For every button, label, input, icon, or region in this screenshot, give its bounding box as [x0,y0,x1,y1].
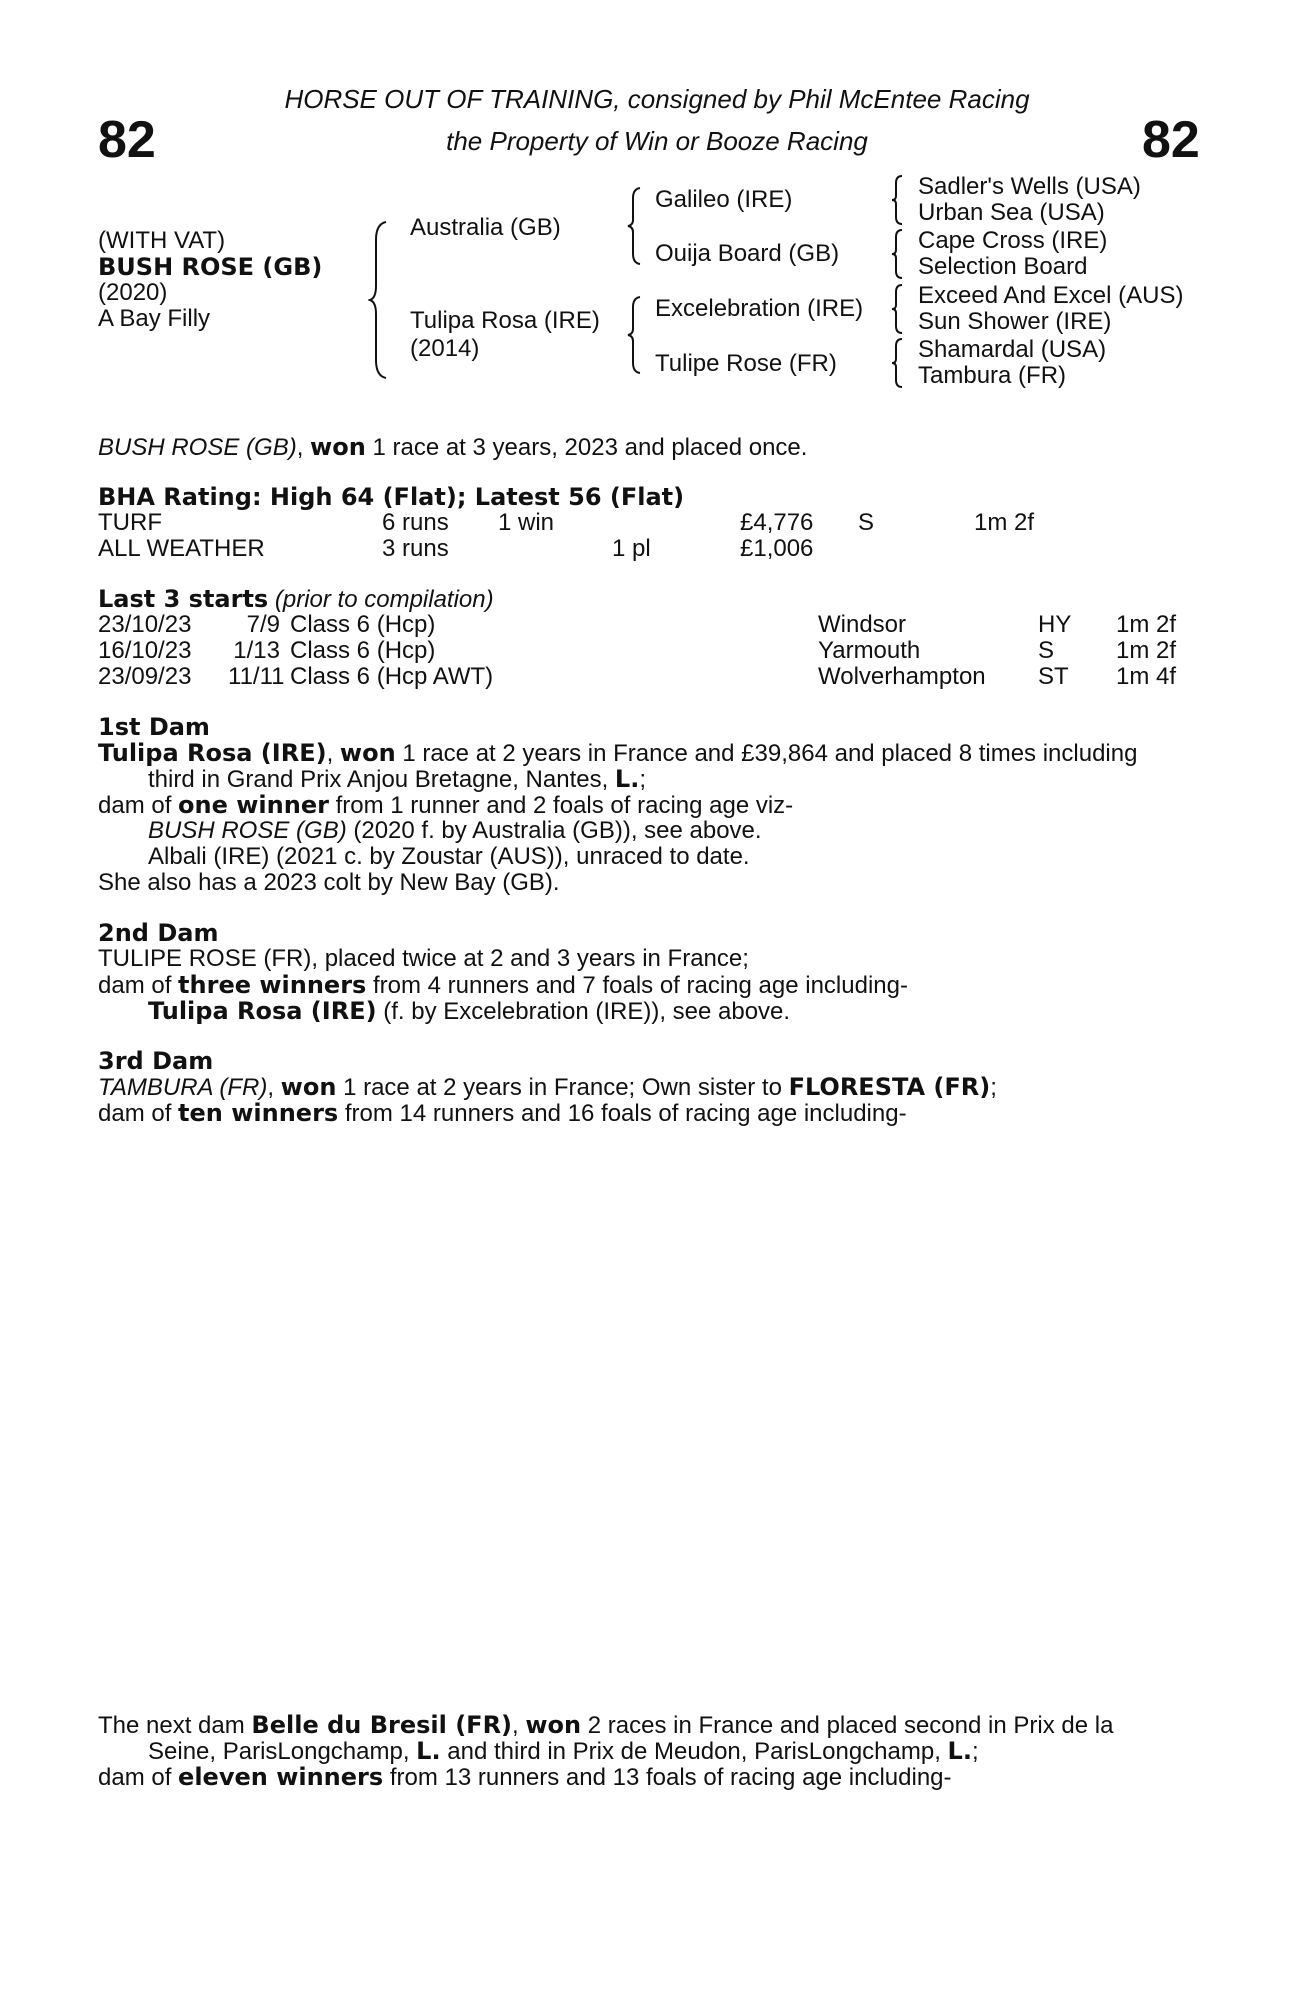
pedigree-gg-7: Shamardal (USA) [918,336,1107,363]
rating-row-turf-prize: £4,776 [740,509,814,536]
lot-number-left: 82 [98,111,156,169]
horse-name: BUSH ROSE (GB) [98,253,323,281]
start-2-date: 16/10/23 [98,637,192,664]
pedigree-brace-gg3 [890,283,906,335]
pedigree-gg-2: Urban Sea (USA) [918,199,1105,226]
summary-line: BUSH ROSE (GB), won 1 race at 3 years, 2023 and placed once. [98,433,808,461]
start-2-going: S [1038,637,1055,664]
pedigree-sire: Australia (GB) [410,214,561,241]
start-2-distance: 1m 2f [1116,637,1177,664]
pedigree-dam: Tulipa Rosa (IRE) [410,307,600,334]
pedigree-brace-gg4 [890,337,906,389]
dam1-heading: 1st Dam [98,713,210,741]
dam2-line: TULIPE ROSE (FR), placed twice at 2 and 3 years in France; [98,945,749,972]
start-3-position: 11/11 [228,663,285,690]
start-1-date: 23/10/23 [98,611,192,638]
start-3-date: 23/09/23 [98,663,192,690]
pedigree-gg-5: Exceed And Excel (AUS) [918,282,1184,309]
dam1-line-2: third in Grand Prix Anjou Bretagne, Nantes, L.; [148,765,647,793]
start-3-distance: 1m 4f [1116,663,1177,690]
pedigree-gg-4: Selection Board [918,253,1088,280]
pedigree-gg-1: Sadler's Wells (USA) [918,173,1141,200]
header-line-1: HORSE OUT OF TRAINING, consigned by Phil McEntee Racing [284,84,1030,114]
dam1-dam-of: dam of one winner from 1 runner and 2 foals of racing age viz- [98,791,794,819]
start-2-course: Yarmouth [818,637,921,664]
dam3-dam-of: dam of ten winners from 14 runners and 16 foals of racing age including- [98,1099,907,1127]
rating-row-aw-prize: £1,006 [740,535,814,562]
rating-row-turf-wins: 1 win [498,509,555,536]
start-3-class: Class 6 (Hcp AWT) [290,663,494,690]
rating-row-aw-surface: ALL WEATHER [98,535,265,562]
dam1-also: She also has a 2023 colt by New Bay (GB). [98,869,560,896]
start-3-course: Wolverhampton [818,663,986,690]
dam1-progeny-1: BUSH ROSE (GB) (2020 f. by Australia (GB)), see above. [148,817,762,844]
pedigree-brace-dam [626,295,646,375]
bha-rating-title: BHA Rating: High 64 (Flat); Latest 56 (Flat) [98,483,685,511]
rating-row-aw-runs: 3 runs [382,535,449,562]
pedigree-brace-main [368,220,392,380]
pedigree-sire-dam: Ouija Board (GB) [655,240,840,267]
header-line-2: the Property of Win or Booze Racing [446,126,868,156]
rating-row-turf-runs: 6 runs [382,509,449,536]
horse-year: (2020) [98,279,168,306]
pedigree-sire-sire: Galileo (IRE) [655,186,793,213]
pedigree-brace-gg1 [890,174,906,226]
rating-row-aw-places: 1 pl [612,535,651,562]
start-1-distance: 1m 2f [1116,611,1177,638]
start-1-going: HY [1038,611,1072,638]
start-2-position: 1/13 [233,637,280,664]
start-1-class: Class 6 (Hcp) [290,611,436,638]
start-1-course: Windsor [818,611,907,638]
rating-row-turf-surface: TURF [98,509,162,536]
pedigree-brace-gg2 [890,228,906,280]
horse-description: A Bay Filly [98,305,211,332]
pedigree-gg-3: Cape Cross (IRE) [918,227,1108,254]
rating-row-turf-distance: 1m 2f [974,509,1035,536]
start-1-position: 7/9 [246,611,280,638]
dam1-line-1: Tulipa Rosa (IRE), won 1 race at 2 years in France and £39,864 and placed 8 times including [98,739,1138,767]
dam2-dam-of: dam of three winners from 4 runners and 7 foals of racing age including- [98,971,908,999]
pedigree-gg-6: Sun Shower (IRE) [918,308,1112,335]
pedigree-dam-year: (2014) [410,335,480,362]
dam2-heading: 2nd Dam [98,919,219,947]
dam1-progeny-2: Albali (IRE) (2021 c. by Zoustar (AUS)), unraced to date. [148,843,750,870]
pedigree-dam-dam: Tulipe Rose (FR) [655,350,837,377]
start-3-going: ST [1038,663,1069,690]
pedigree-gg-8: Tambura (FR) [918,362,1067,389]
dam2-progeny: Tulipa Rosa (IRE) (f. by Excelebration (IRE)), see above. [148,997,791,1025]
vat-label: (WITH VAT) [98,227,226,254]
start-2-class: Class 6 (Hcp) [290,637,436,664]
next-dam-line-2: Seine, ParisLongchamp, L. and third in Prix de Meudon, ParisLongchamp, L.; [148,1737,979,1765]
lot-number-right: 82 [1142,111,1200,169]
pedigree-dam-sire: Excelebration (IRE) [655,295,864,322]
rating-row-turf-going: S [858,509,875,536]
pedigree-brace-sire [626,186,646,266]
last-starts-title: Last 3 starts (prior to compilation) [98,585,494,613]
dam3-line: TAMBURA (FR), won 1 race at 2 years in France; Own sister to FLORESTA (FR); [98,1073,997,1101]
next-dam-line-1: The next dam Belle du Bresil (FR), won 2 races in France and placed second in Prix de la [98,1711,1114,1739]
next-dam-dam-of: dam of eleven winners from 13 runners and 13 foals of racing age including- [98,1763,952,1791]
dam3-heading: 3rd Dam [98,1047,214,1075]
